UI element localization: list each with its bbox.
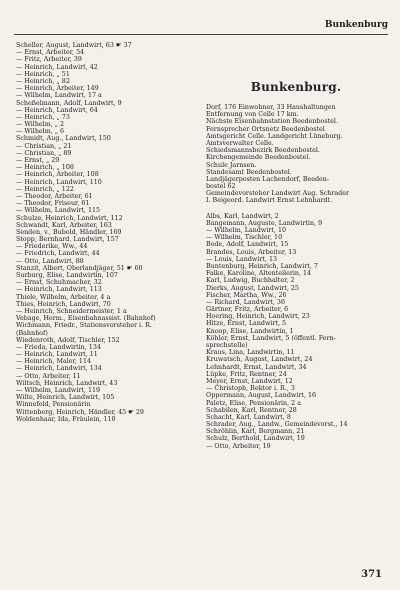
directory-entry: Thiele, Wilhelm, Arbeiter, 4 a [16, 293, 111, 301]
directory-entry: Stanzit, Albert, Oberlandjäger, 51 ☛ 60 [16, 264, 143, 272]
running-head-title: Bunkenburg [324, 20, 388, 30]
directory-entry: Meyer, Ernst, Landwirt, 12 [206, 377, 293, 385]
directory-entry: Köhler, Ernst, Landwirt, 5 (öffentl. Fern- [206, 334, 336, 342]
directory-entry: Vebage, Herm., Eisenbahnassist. (Bahnhof) [16, 315, 156, 323]
city-title: Bunkenburg. [250, 80, 342, 94]
village-info-line: Entfernung von Celle 17 km. [206, 111, 299, 119]
directory-entry: Schröhlin, Karl, Bergmann, 21 [206, 428, 305, 436]
directory-entry: Scheßelmann, Adolf, Landwirt, 9 [16, 99, 122, 107]
directory-entry: — Otto, Arbeiter, 19 [206, 442, 271, 450]
directory-entry: — Wilhelm, Landwirt, 119 [16, 387, 101, 394]
page-number: 371 [361, 569, 382, 580]
directory-entry: — Christian, „ 89 [16, 149, 72, 157]
directory-entry: — Otto, Arbeiter, 11 [16, 372, 81, 380]
page-header [0, 0, 400, 34]
directory-entry: Schrader, Aug., Landw., Gemeindevorst., 14 [206, 421, 348, 429]
right-column [206, 42, 386, 450]
directory-entry: Schmidt, Aug., Landwirt, 150 [16, 135, 111, 143]
directory-entry: — Heinrich, „ 122 [16, 185, 74, 193]
directory-entry: Paletz, Elise, Pensionärin, 2 a [206, 399, 302, 407]
directory-entry: Bangemann, Auguste, Landwirtin, 9 [206, 219, 323, 227]
village-info-line: Amtsverwalter Celle. [206, 139, 274, 147]
directory-entry: Hitze, Ernst, Landwirt, 5 [206, 320, 287, 328]
directory-entry: — Wilhelm, Landwirt, 17 a [16, 92, 102, 100]
village-info-line: I. Beigeord. Landwirt Ernst Lehnhardt. [206, 197, 333, 205]
directory-entry: — Wilhelm, Tischler, 10 [206, 234, 283, 242]
directory-entry: — Ernst, „ 29 [16, 157, 60, 164]
village-info-line: Gemeindevorsteher Landwirt Aug. Schrader [206, 190, 350, 198]
directory-entry: — Christian, „ 21 [16, 142, 72, 150]
directory-entry: Wiedenroth, Adolf, Tischler, 152 [16, 336, 120, 344]
directory-entry: — Fritz, Arbeiter, 39 [16, 56, 82, 64]
directory-entry: — Richard, Landwirt, 36 [206, 298, 285, 306]
directory-entry: — Heinrich, Maler, 114 [16, 358, 92, 366]
directory-entry: — Heinrich, Schneidermeister, 1 a [16, 307, 127, 315]
directory-entry: Schacht, Karl, Landwirt, 8 [206, 413, 291, 421]
directory-entry: — Heinrich, „ 51 [16, 70, 70, 78]
directory-entry: Lüpke, Fritz, Rentner, 24 [206, 370, 287, 378]
directory-entry: Kruwatsch, August, Landwirt, 24 [206, 356, 313, 364]
directory-entry: — Ernst, Arbeiter, 54 [16, 49, 85, 57]
directory-entry: — Heinrich, Arbeiter, 108 [16, 171, 99, 179]
directory-entry: Falke, Karoline, Altenteilerin, 14 [206, 270, 312, 278]
directory-entry: Buntenburg, Heinrich, Landwirt, 7 [206, 262, 318, 270]
directory-entry: — Heinrich, Landwirt, 110 [16, 178, 102, 186]
directory-entry: Albs, Karl, Landwirt, 2 [206, 212, 279, 220]
directory-entry: — Christoph, Rektor i. R., 3 [206, 385, 295, 393]
directory-entry: — Heinrich, Landwirt, 64 [16, 106, 98, 114]
directory-entry: — Heinrich, Landwirt, 42 [16, 63, 98, 71]
directory-entry: — Otto, Landwirt, 88 [16, 257, 84, 265]
directory-entry: Scheller, August, Landwirt, 63 ☛ 37 [16, 42, 132, 49]
village-info-line: Kirchengemeinde Beedenbostel. [206, 154, 311, 162]
directory-entry: — Theodor, Arbeiter, 61 [16, 192, 93, 200]
directory-entry: Fischer, Martha, Ww., 26 [206, 291, 287, 299]
directory-entry: Kraus, Lina, Landwirtin, 11 [206, 349, 295, 357]
village-info-line: Fernsprecher Ortsnetz Beedenbostel [206, 125, 325, 133]
directory-entry: — Heinrich, „ 82 [16, 77, 70, 85]
directory-entry: Wiltsch, Heinrich, Landwirt, 43 [16, 379, 118, 387]
directory-entry: Knoop, Elise, Landwirtin, 1 [206, 327, 294, 335]
directory-entry: — Wilhelm, „ 6 [16, 128, 65, 136]
directory-entry: sprechstelle) [206, 342, 248, 349]
directory-entry: Surburg, Elise, Landwirtin, 107 [16, 272, 118, 279]
village-info-line: Dorf, 176 Einwohner, 33 Haushaltungen [206, 104, 336, 111]
village-info-line: bostel 62 [206, 183, 236, 191]
directory-entry: — Heinrich, „ 108 [16, 164, 74, 172]
resident-list [206, 213, 386, 450]
directory-entry: Karl, Ludwig, Buchhalter, 2 [206, 277, 295, 285]
directory-entry: Oppermann, August, Landwirt, 16 [206, 392, 317, 400]
directory-entry: — Ernst, Schuhmacher, 32 [16, 279, 102, 287]
village-info-line: Schiedsmannsbezirk Beedenbostel. [206, 147, 320, 155]
directory-entry: Brandes, Louis, Arbeiter, 13 [206, 248, 297, 256]
directory-entry: Woldenhaar, Ida, Fräulein, 110 [16, 415, 116, 423]
village-info-block [206, 104, 386, 205]
directory-entry: — Louis, Landwirt, 13 [206, 255, 278, 263]
directory-entry: (Bahnhof) [16, 329, 48, 337]
directory-entry: — Heinrich, Arbeiter, 149 [16, 85, 99, 93]
directory-entry: Wittenberg, Heinrich, Händler, 45 ☛ 29 [16, 408, 144, 416]
directory-entry: — Heinrich, Landwirt, 11 [16, 351, 98, 359]
left-column-directory [16, 42, 198, 423]
directory-entry: Winnefeld, Pensionärin [16, 401, 91, 409]
directory-entry: Bode, Adolf, Landwirt, 15 [206, 241, 289, 249]
directory-entry: Gärtner, Fritz, Arbeiter, 6 [206, 306, 289, 314]
directory-entry: Dierks, August, Landwirt, 25 [206, 284, 299, 292]
directory-entry: — Theodor, Friseur, 61 [16, 200, 90, 208]
directory-entry: — Heinrich, „ 73 [16, 113, 70, 121]
directory-entry: Schwandt, Karl, Arbeiter, 163 [16, 221, 112, 229]
directory-entry: Lehnhardt, Ernst, Landwirt, 34 [206, 363, 307, 371]
header-rule [14, 34, 388, 35]
village-info-line: Schule Jarnsen. [206, 161, 257, 169]
directory-entry: Schulze, Heinrich, Landwirt, 112 [16, 214, 123, 222]
directory-entry: — Heinrich, Landwirt, 134 [16, 365, 102, 373]
directory-entry: Schulz, Berthold, Landwirt, 19 [206, 435, 305, 443]
directory-entry: — Wilhelm, „ 2 [16, 121, 65, 129]
village-info-line: Nächste Eisenbahnstation Beedenbostel. [206, 118, 338, 126]
directory-entry: Wilte, Heinrich, Landwirt, 105 [16, 394, 115, 402]
directory-entry: — Wilhelm, Landwirt, 10 [206, 227, 287, 234]
directory-entry: — Heinrich, Landwirt, 113 [16, 286, 102, 294]
directory-entry: — Frieda, Landwirtin, 134 [16, 343, 101, 351]
section-gap [206, 205, 386, 213]
directory-entry: Senden, v., Bubold, Händler, 169 [16, 228, 122, 236]
village-info-line: Standesamt Beedenbostel. [206, 168, 292, 176]
directory-entry: Schabilen, Karl, Rentner, 28 [206, 406, 297, 414]
directory-entry: — Friederike, Ww., 44 [16, 243, 88, 251]
village-info-line: Amtsgericht Celle. Landgericht Lüneburg. [206, 132, 343, 140]
directory-entry: — Wilhelm, Landwirt, 115 [16, 207, 101, 215]
directory-entry: Wichmann, Friedr., Stationsvorsteher i. R. [16, 322, 152, 330]
directory-entry: Thies, Heinrich, Landwirt, 70 [16, 300, 111, 308]
directory-entry: Stopp, Bernhard, Landwirt, 157 [16, 236, 119, 244]
village-info-line: Landjägerposten Lachendorf, Beeden- [206, 175, 330, 183]
directory-entry: — Friedrich, Landwirt, 44 [16, 250, 100, 258]
directory-entry: Hoering, Heinrich, Landwirt, 23 [206, 313, 310, 321]
